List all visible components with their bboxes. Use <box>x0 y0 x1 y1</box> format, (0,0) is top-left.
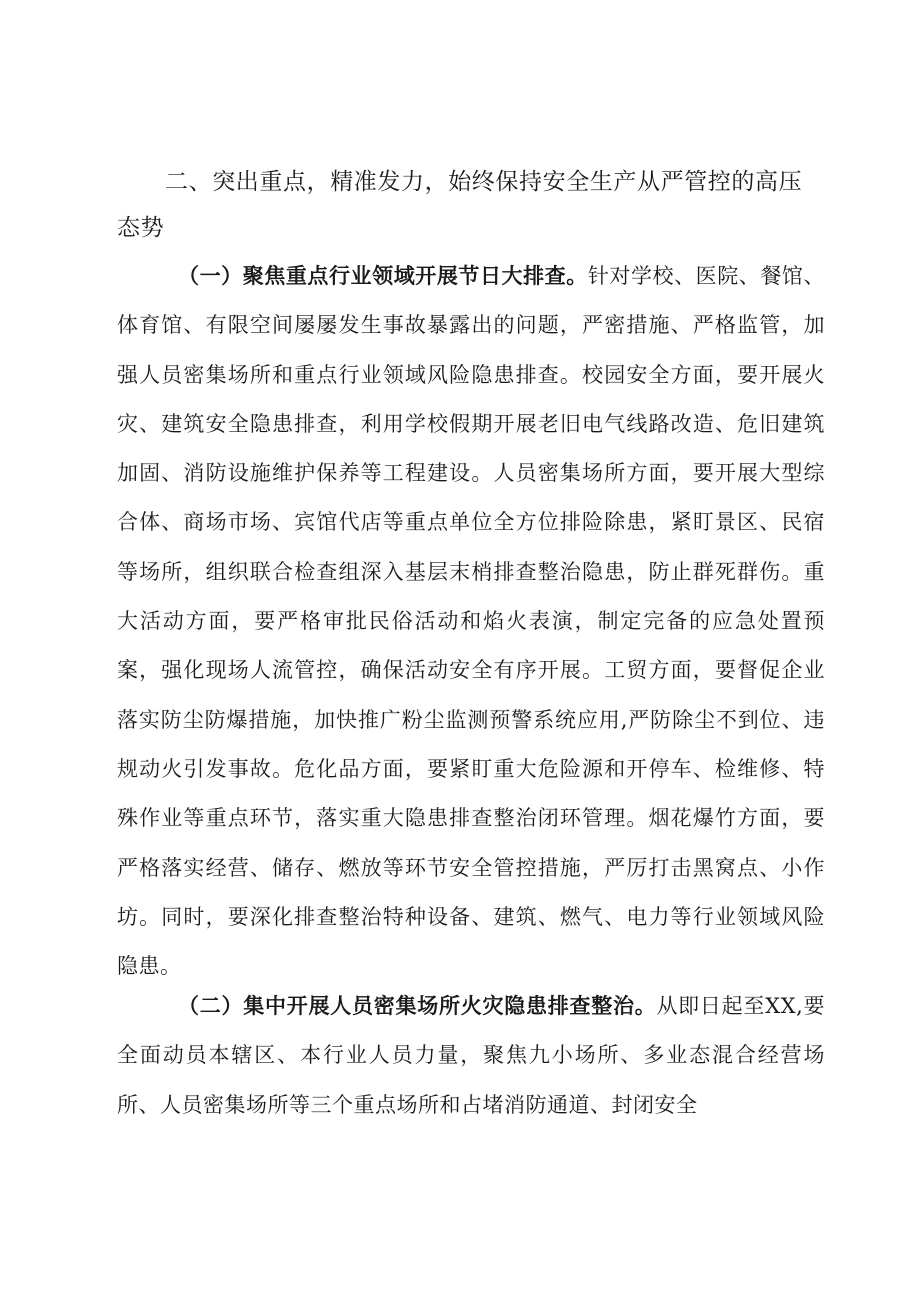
section-heading: 二、突出重点，精准发力，始终保持安全生产从严管控的高压态势 <box>117 169 803 241</box>
paragraph-2-body: 从即日起至XX,要全面动员本辖区、本行业人员力量，聚焦九小场所、多业态混合经营场所、人员密集场所等三个重点场所和占堵消防通道、封闭安全 <box>117 994 825 1117</box>
paragraph-1 <box>117 251 825 991</box>
paragraph-2 <box>117 981 825 1130</box>
paragraph-1-lead: （一）聚焦重点行业领域开展节日大排查。 <box>178 263 588 288</box>
paragraph-1-body: 针对学校、医院、餐馆、体育馆、有限空间屡屡发生事故暴露出的问题，严密措施、严格监管，加强人员密集场所和重点行业领域风险隐患排查。校园安全方面，要开展火灾、建筑安全隐患排查，利用学校假期开展老旧电气线路改造、危旧建筑加固、消防设施维护保养等工程建设。人员密集场所方面，要开展大型综合体、商场市场、宾馆代店等重点单位全方位排险除患，紧盯景区、民宿等场所，组织联合检查组深入基层末梢排查整治隐患，防止群死群伤。重大活动方面，要严格审批民俗活动和焰火表演，制定完备的应急处置预案，强化现场人流管控，确保活动安全有序开展。工贸方面，要督促企业落实防尘防爆措施，加快推广粉尘监测预警系统应用,严防除尘不到位、违规动火引发事故。危化品方面，要紧盯重大危险源和开停车、检维修、特殊作业等重点环节，落实重大隐患排查整治闭环管理。烟花爆竹方面，要严格落实经营、储存、燃放等环节安全管控措施，严厉打击黑窝点、小作坊。同时，要深化排查整治特种设备、建筑、燃气、电力等行业领域风险隐患。 <box>117 264 826 979</box>
paragraph-2-lead: （二）集中开展人员密集场所火灾隐患排查整治。 <box>178 993 657 1018</box>
